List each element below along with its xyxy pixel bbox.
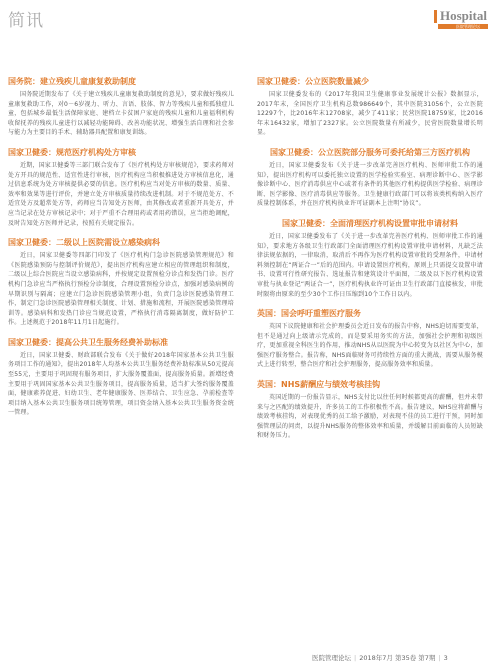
right-column (257, 76, 483, 450)
news-title: 国家卫健委：规范医疗机构处方审核 (8, 147, 136, 157)
logo-text: Hospital (440, 8, 487, 23)
news-title: 国家卫健委：公立医院部分服务可委托给第三方医疗机构 (270, 147, 470, 157)
page-footer (312, 653, 448, 662)
news-title: 国务院：建立残疾儿童康复救助制度 (8, 77, 136, 86)
news-item (8, 147, 234, 228)
news-title: 英国：国会呼吁重塑医疗服务 (257, 309, 361, 319)
news-body: 国家卫健委发布的《2017年我国卫生健康事业发展统计公报》数据显示，2017年末，全国医疗卫生机构总数986649个，其中医院31056个，公立医院12297个，比2016年末12708家，减少了411家；民营医院18759家，比2016年末16432家，增加了2327家。公立医院数量有所减少，民营医院数量增长明显。 (257, 91, 483, 137)
news-title: 国家卫健委：全面清理医疗机构设置审批申请材料 (282, 218, 458, 228)
news-item (8, 337, 234, 418)
footer-divider: | (354, 654, 357, 662)
news-body: 英国近期的一份报告显示，NHS支付比以往任何时候都更高的薪酬，但并未带来与之匹配的绩效提升，许多员工的工作积极性不高。报告建议，NHS应将薪酬与绩效考核挂钩，对表现优秀的员工给予激励，对表现不佳的员工进行干预，同时加强管理层的问责，以提升NHS服务的整体效率和质量，并缓解目前面临的人员短缺和财务压力。 (257, 394, 483, 440)
news-body: 近日，国家卫健委发布《关于进一步改革完善医疗机构、医师审批工作的通知》，提出医疗机构可以委托独立设置的医学检验实验室、病理诊断中心、医学影像诊断中心、医疗消毒供应中心或者有条件的其他医疗机构提供医学检验、病理诊断、医学影像、医疗消毒供应等服务。卫生健康行政部门可以将该类机构纳入医疗质量控制体系，并在医疗机构执业许可证副本上注明“协议”。 (257, 161, 483, 208)
logo-mark-icon (434, 10, 437, 23)
page-number: 3 (443, 654, 448, 662)
news-title: 国家卫健委：公立医院数量减少 (257, 77, 369, 86)
logo-subtitle: 医院管理论坛 (456, 24, 480, 29)
news-body: 国务院近期发布了《关于建立残疾儿童康复救助制度的意见》，要求做好残疾儿童康复救助工作，对0－6岁视力、听力、言语、肢体、智力等残疾儿童和孤独症儿童，包括城乡最低生活保障家庭、建档立卡贫困户家庭的残疾儿童和儿童福利机构收留抚养的残疾儿童进行以减轻功能障碍、改善功能状况、增强生活自理和社会参与能力为主要目的手术、辅助器具配置和康复训练。 (8, 91, 235, 137)
news-body: 近期，国家卫健委等三部门联合发布了《医疗机构处方审核规范》，要求药师对处方开具的规范性、适宜性进行审核，医疗机构应当积极推进处方审核信息化，通过信息系统为处方审核提供必要的信息。医疗机构应当对处方审核的数量、质量、效率和效果等进行评价，并建立处方审核质量持续改进机制。对于不规范处方、不适宜处方及超常处方等，药师应当告知处方医师，由其修改或者重新开具处方，并应当记录在处方审核记录中；对于严重不合理用药或者用药错误，应当拒绝调配，及时告知处方医师并记录，按照有关规定报告。 (8, 161, 235, 227)
footer-divider: | (438, 654, 441, 662)
news-item (257, 218, 483, 299)
news-item (257, 76, 483, 138)
left-column (8, 76, 234, 427)
news-item (257, 147, 483, 209)
news-item (8, 237, 234, 328)
news-item (8, 76, 234, 138)
news-body: 近日，国家卫健委、财政部联合发布《关于做好2018年国家基本公共卫生服务项目工作的通知》，提出2018年人均基本公共卫生服务经费补助标准从50元提高至55元，主要用于巩固现有服务项目，扩大服务覆盖面，提高服务质量。新增经费主要用于巩固国家基本公共卫生服务项目，提高服务质量，适当扩大签约服务覆盖面，健康素养促进、妇幼卫生、老年健康服务、医养结合、卫生应急、孕前检查等项目纳入基本公共卫生服务项目统筹管理，项目资金纳入基本公共卫生服务资金统一管理。 (8, 351, 234, 417)
news-body: 近日，国家卫健委发布了《关于进一步改革完善医疗机构、医师审批工作的通知》，要求地方各级卫生行政部门全面清理医疗机构设置审批申请材料，凡缺乏法律法规依据的，一律取消，取消后不再作为医疗机构设置审批的受理条件，申请材料须控制在“两证合一”后的范围内。申请设置医疗机构，原则上只需提交设置申请书、设置可行性研究报告、选址报告和建筑设计平面图，二级及以下医疗机构设置审批与执业登记“两证合一”，医疗机构执业许可证由卫生行政部门直接核发，审批时限将由原来的至少30个工作日压缩到10个工作日以内。 (257, 232, 483, 298)
news-body: 英国下议院健康和社会护理委员会近日发布的报告中称，NHS迫切需要变革，但不是通过向上级请示完成的，而是要采用务实的方法，加强社会护理和初级医疗，更加重视全科医生的作用，推动NHS从以医院为中心转变为以社区为中心，加强医疗服务整合。报告称，NHS面临财务可持续性方面的重大挑战，需要从服务模式上进行转型，整合医疗和社会护理服务，提高服务效率和质量。 (257, 323, 483, 369)
news-item (257, 379, 483, 441)
news-title: 英国：NHS薪酬应与绩效考核挂钩 (257, 380, 381, 390)
section-title: 简讯 (8, 11, 44, 31)
footer-issue: 2018年7月 第35卷 第7期 (359, 654, 436, 662)
footer-journal: 医院管理论坛 (312, 654, 351, 662)
news-item (257, 308, 483, 370)
news-title: 国家卫健委：提高公共卫生服务经费补助标准 (8, 337, 168, 347)
news-body: 近日，国家卫健委等四部门印发了《医疗机构门急诊医院感染管理规范》和《医院感染预防与控制评价规范》，提出医疗机构应建立相应的管理组织和制度，二级以上综合医院应当设立感染病科，并按规定设置预检分诊点和发热门诊。医疗机构门急诊应当严格执行预检分诊制度，合理设置预检分诊点，加强对感染病例的早期识别与隔离；应建立门急诊医院感染管理小组，负责门急诊医院感染管理工作，制定门急诊医院感染管理相关制度、计划、措施和流程，开展医院感染管理培训等。感染病科和发热门诊应当规范设置，严格执行消毒隔离制度，做好防护工作。上述规范于2018年11月1日起施行。 (8, 252, 234, 327)
news-title: 国家卫健委：二级以上医院需设立感染病科 (8, 238, 160, 248)
journal-logo (434, 6, 492, 30)
